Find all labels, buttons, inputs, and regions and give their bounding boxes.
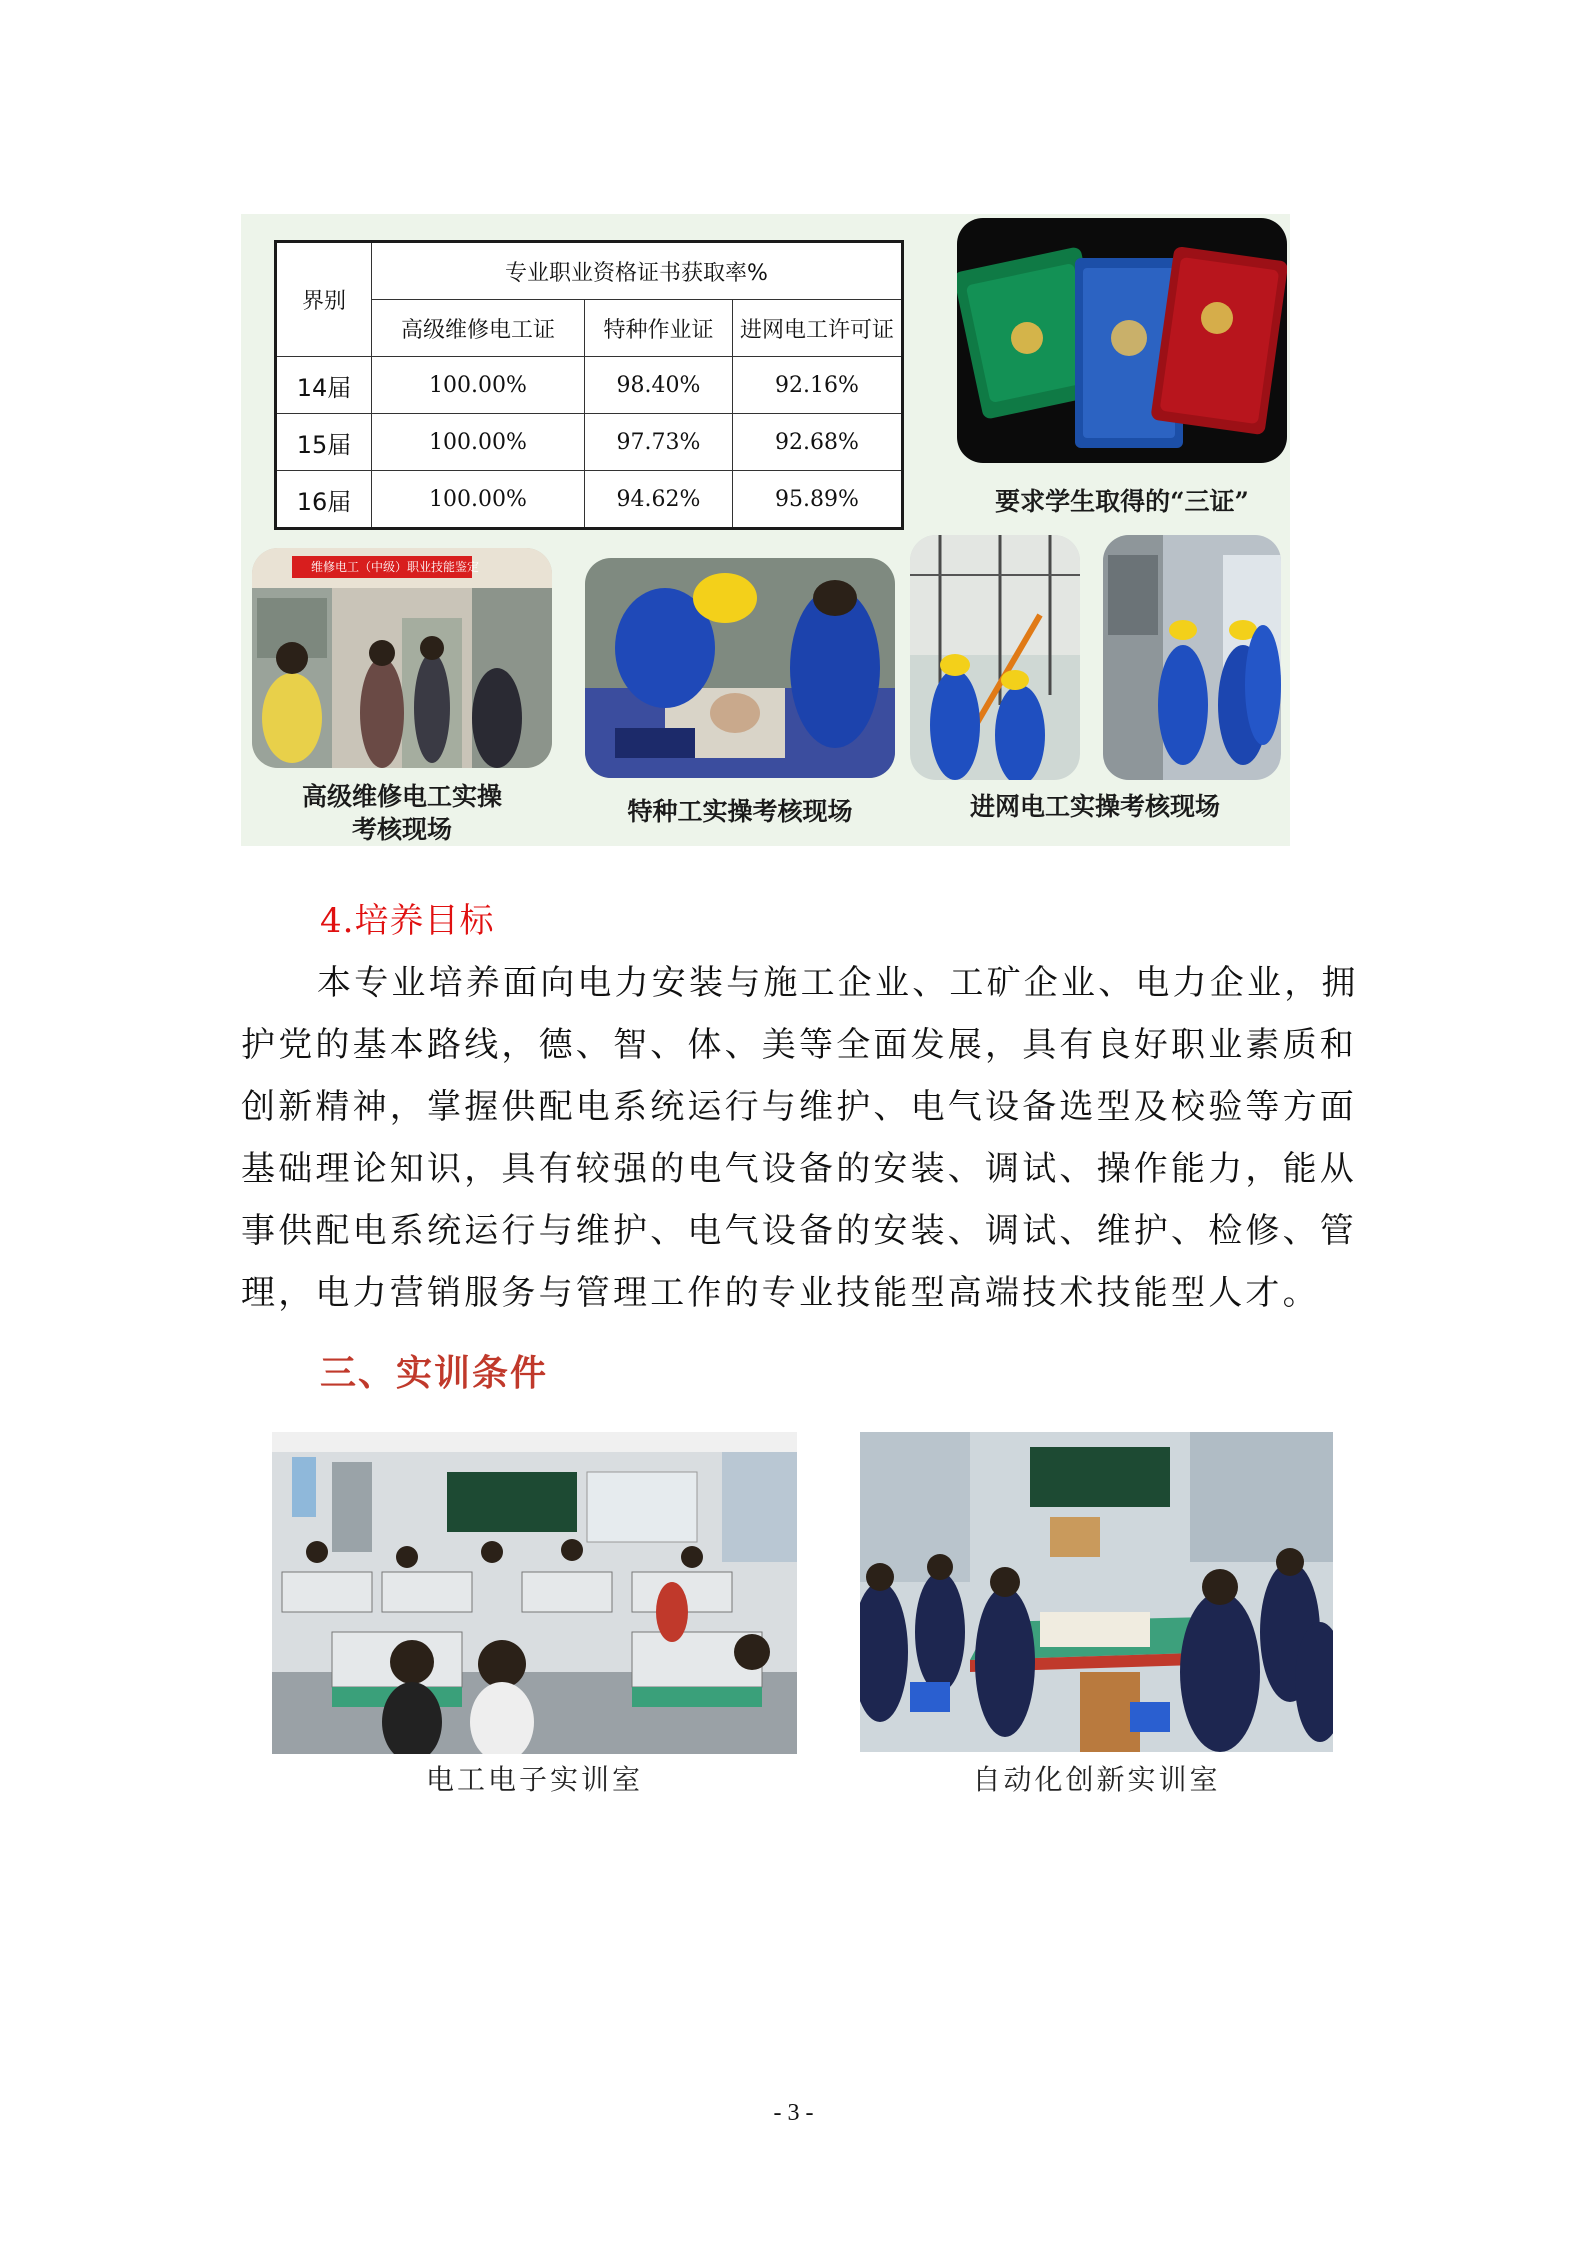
body-line: 基础理论知识，具有较强的电气设备的安装、调试、操作能力，能从 — [241, 1149, 1357, 1189]
table-cell: 98.40% — [585, 357, 733, 414]
section-heading: 三、实训条件 — [320, 1353, 549, 1394]
certificates-caption: 要求学生取得的“三证” — [995, 487, 1249, 516]
grid-caption: 进网电工实操考核现场 — [969, 792, 1220, 821]
table-row — [276, 471, 903, 529]
caption-line: 考核现场 — [351, 815, 452, 844]
table-cell: 92.68% — [733, 414, 903, 471]
section-heading: 4.培养目标 — [320, 901, 495, 941]
table-row — [276, 357, 903, 414]
row-year: 14届 — [276, 357, 372, 414]
page-number: - 3 - — [773, 2100, 814, 2126]
body-line: 创新精神，掌握供配电系统运行与维护、电气设备选型及校验等方面 — [241, 1087, 1357, 1127]
certificates-photo — [957, 218, 1287, 463]
table-cell: 92.16% — [733, 357, 903, 414]
maintenance-exam-photo — [252, 548, 552, 768]
lab-caption: 自动化创新实训室 — [972, 1763, 1221, 1796]
table-cell: 97.73% — [585, 414, 733, 471]
section-body — [241, 952, 1361, 1324]
grid-exam-photo-1 — [910, 535, 1080, 780]
table-cell: 100.00% — [372, 414, 585, 471]
lab-caption: 电工电子实训室 — [425, 1763, 643, 1796]
group-header: 专业职业资格证书获取率% — [372, 242, 903, 300]
table-row — [276, 414, 903, 471]
special-exam-photo — [585, 558, 895, 778]
body-line: 理，电力营销服务与管理工作的专业技能型高端技术技能型人才。 — [241, 1273, 1320, 1313]
column-header: 高级维修电工证 — [372, 300, 585, 357]
grid-exam-photo-2 — [1103, 535, 1281, 780]
table-cell: 100.00% — [372, 357, 585, 414]
caption-line: 高级维修电工实操 — [301, 782, 502, 811]
column-header: 进网电工许可证 — [733, 300, 903, 357]
electrical-lab-photo — [272, 1432, 797, 1754]
row-year: 15届 — [276, 414, 372, 471]
maintenance-caption — [252, 780, 552, 846]
table-cell: 100.00% — [372, 471, 585, 529]
automation-lab-photo — [860, 1432, 1333, 1752]
column-header: 特种作业证 — [585, 300, 733, 357]
table-cell: 94.62% — [585, 471, 733, 529]
corner-header: 界别 — [276, 242, 372, 357]
special-caption: 特种工实操考核现场 — [627, 797, 853, 826]
body-line: 本专业培养面向电力安装与施工企业、工矿企业、电力企业，拥 — [317, 963, 1359, 1003]
row-year: 16届 — [276, 471, 372, 529]
body-line: 事供配电系统运行与维护、电气设备的安装、调试、维护、检修、管 — [241, 1211, 1357, 1251]
table-header-row — [276, 242, 903, 300]
certificate-rate-table — [274, 240, 904, 530]
exam-banner-text: 维修电工（中级）职业技能鉴定 — [310, 560, 479, 574]
table-cell: 95.89% — [733, 471, 903, 529]
body-line: 护党的基本路线，德、智、体、美等全面发展，具有良好职业素质和 — [241, 1025, 1357, 1065]
